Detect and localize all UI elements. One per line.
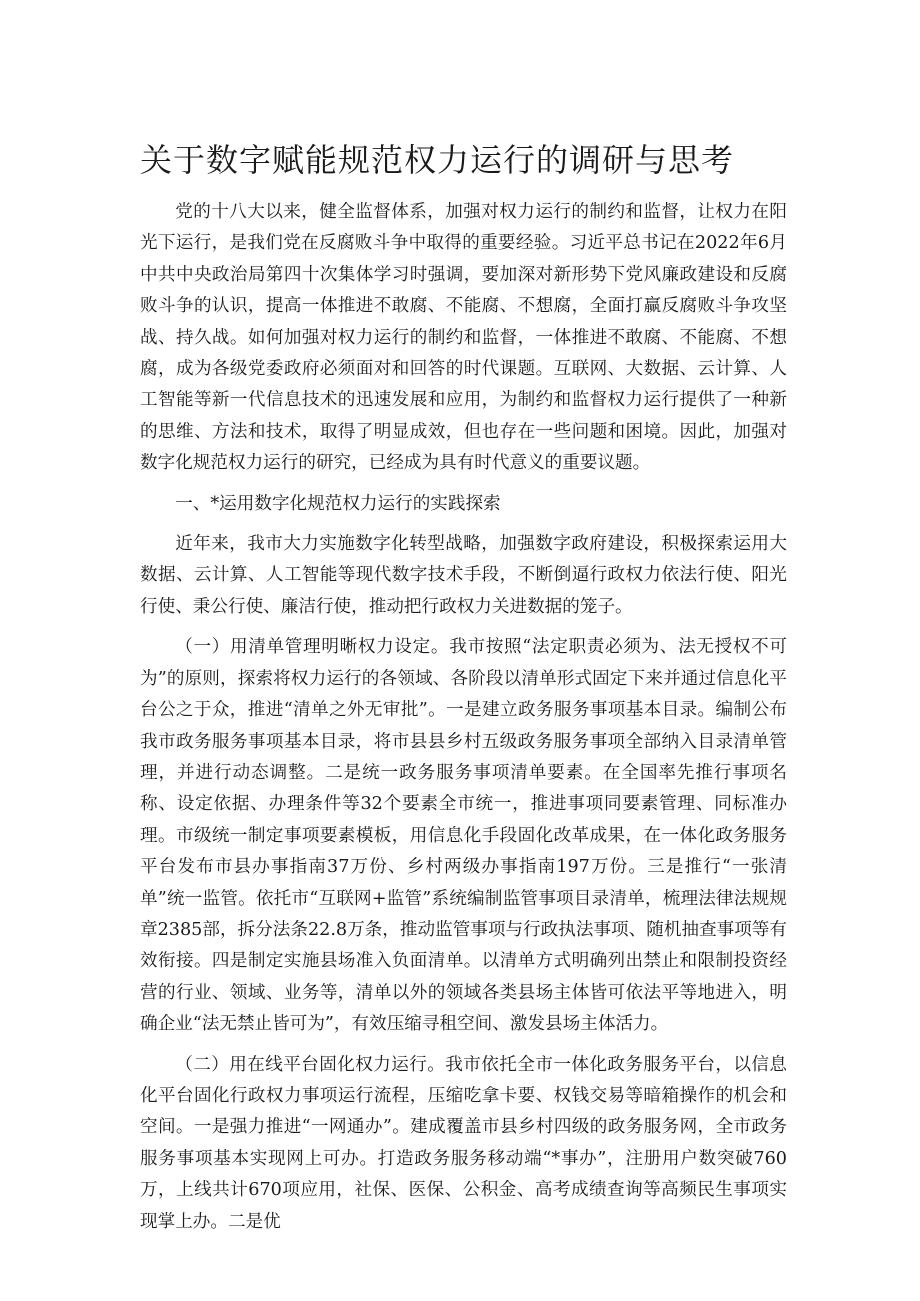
document-title: 关于数字赋能规范权力运行的调研与思考: [140, 141, 735, 179]
section-heading-1: 一、*运用数字化规范权力运行的实践探索: [175, 493, 501, 514]
paragraph-intro: 党的十八大以来，健全监督体系，加强对权力运行的制约和监督，让权力在阳光下运行，是我们党在反腐败斗争中取得的重要经验。习近平总书记在2022年6月中共中央政治局第四十次集体学习时强调，要加深对新形势下党风廉政建设和反腐败斗争的认识，提高一体推进不敢腐、不能腐、不想腐，全面打赢反腐败斗争攻坚战、持久战。如何加强对权力运行的制约和监督，一体推进不敢腐、不能腐、不想腐，成为各级党委政府必须面对和回答的时代课题。互联网、大数据、云计算、人工智能等新一代信息技术的迅速发展和应用，为制约和监督权力运行提供了一种新的思维、方法和技术，取得了明显成效，但也存在一些问题和困境。因此，加强对数字化规范权力运行的研究，已经成为具有时代意义的重要议题。: [140, 202, 787, 474]
paragraph-subsection-1: （一）用清单管理明晰权力设定。我市按照“法定职责必须为、法无授权不可为”的原则，探索将权力运行的各领域、各阶段以清单形式固定下来并通过信息化平台公之于众，推进“清单之外无审批”。一是建立政务服务事项基本目录。编制公布我市政务服务事项基本目录，将市县县乡村五级政务服务事项全部纳入目录清单管理，并进行动态调整。二是统一政务服务事项清单要素。在全国率先推行事项名称、设定依据、办理条件等32个要素全市统一，推进事项同要素管理、同标准办理。市级统一制定事项要素模板，用信息化手段固化改革成果，在一体化政务服务平台发布市县办事指南37万份、乡村两级办事指南197万份。三是推行“一张清单”统一监管。依托市“互联网+监管”系统编制监管事项目录清单，梳理法律法规规章2385部，拆分法条22.8万条，推动监管事项与行政执法事项、随机抽查事项等有效衔接。四是制定实施县场准入负面清单。以清单方式明确列出禁止和限制投资经营的行业、领域、业务等，清单以外的领域各类县场主体皆可依法平等地进入，明确企业“法无禁止皆可为”，有效压缩寻租空间、激发县场主体活力。: [140, 637, 787, 1035]
paragraph-section-1-intro: 近年来，我市大力实施数字化转型战略，加强数字政府建设，积极探索运用大数据、云计算、人工智能等现代数字技术手段，不断倒逼行政权力依法行使、阳光行使、秉公行使、廉洁行使，推动把行政权力关进数据的笼子。: [140, 534, 787, 617]
document-body: [140, 197, 787, 1238]
paragraph-subsection-2: （二）用在线平台固化权力运行。我市依托全市一体化政务服务平台，以信息化平台固化行政权力事项运行流程，压缩吃拿卡要、权钱交易等暗箱操作的机会和空间。一是强力推进“一网通办”。建成覆盖市县乡村四级的政务服务网，全市政务服务事项基本实现网上可办。打造政务服务移动端“*事办”，注册用户数突破760万，上线共计670项应用，社保、医保、公积金、高考成绩查询等高频民生事项实现掌上办。二是优: [140, 1054, 787, 1232]
